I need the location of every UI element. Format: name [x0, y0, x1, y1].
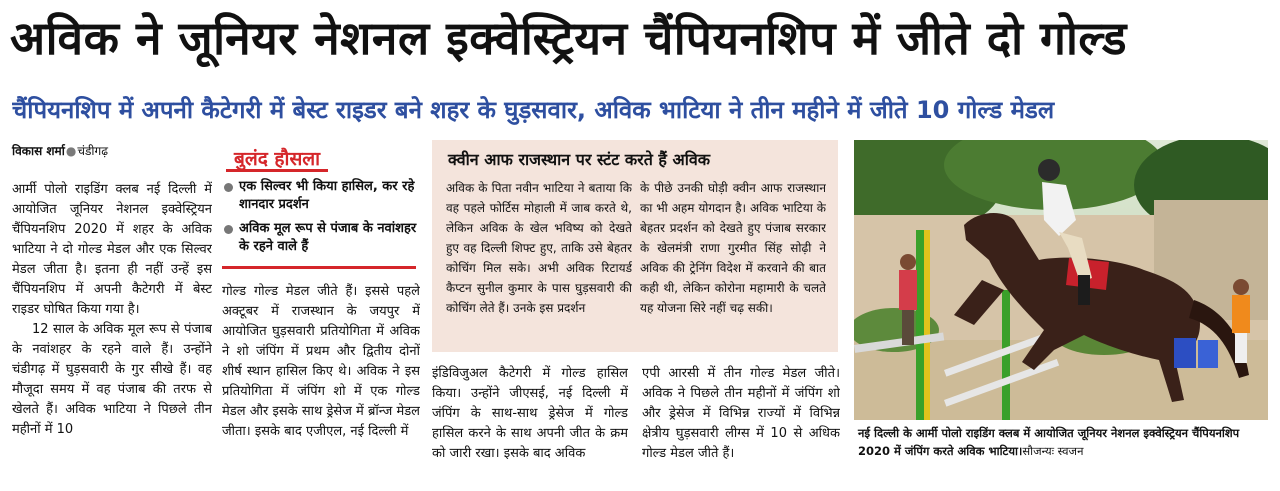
bullet-icon — [224, 225, 233, 234]
highlight-item — [222, 220, 418, 256]
article-column-1 — [12, 180, 212, 476]
highlight-text: एक सिल्वर भी किया हासिल, कर रहे शानदार प्रदर्शन — [239, 179, 415, 212]
article-paragraph: आर्मी पोलो राइडिंग क्लब नई दिल्ली में आयोजित जूनियर नेशनल इक्वेस्ट्रियन चैंपियनशिप 2020 में शहर के अविक भाटिया ने दो गोल्ड मेडल और एक सिल्वर मेडल जीता है। इतना ही नहीं उन्हें इस चैंपियनशिप में अपनी कैटेगरी में बेस्ट राइडर घोषित किया गया है। — [12, 182, 212, 317]
article-paragraph: इंडिविजुअल कैटेगरी में गोल्ड हासिल किया। उन्होंने जीएसई, नई दिल्ली में जंपिंग के साथ-साथ ड्रेसेज में गोल्ड हासिल करने के साथ अपनी जीत के क्रम को जारी रखा। इसके बाद अविक — [432, 366, 628, 461]
sidebar-box-column-left: अविक के पिता नवीन भाटिया ने बताया कि वह पहले फोर्टिस मोहाली में जाब करते थे, लेकिन अविक के खेल भविष्य को देखते हुए वह दिल्ली शिफ्ट हुए, ताकि उसे बेहतर कोचिंग मिल सके। अभी अविक रिटायर्ड कैप्टन सुनील कुमार के पास घुड़सवारी की कोचिंग लेते हैं। उनके इस प्रदर्शन — [446, 181, 632, 315]
sidebar-box-column-right: के पीछे उनकी घोड़ी क्वीन आफ राजस्थान का भी अहम योगदान है। अविक भाटिया के बेहतर प्रदर्शन को देखते हुए पंजाब सरकार के खेलमंत्री राणा गुरमीत सिंह सोढ़ी ने अविक की ट्रेनिंग विदेश में करवाने की बात कही थी, लेकिन कोरोना महामारी के चलते यह योजना सिरे नहीं चढ़ सकी। — [640, 181, 826, 315]
highlight-text: अविक मूल रूप से पंजाब के नवांशहर के रहने वाले हैं — [239, 221, 417, 254]
byline — [12, 142, 108, 160]
divider — [222, 266, 416, 269]
article-paragraph: गोल्ड गोल्ड मेडल जीते हैं। इससे पहले अक्टूबर में राजस्थान के जयपुर में आयोजित घुड़सवारी प्रतियोगिता में अविक ने शो जंपिंग में प्रथम और द्वितीय दोनों शीर्ष स्थान हासिल किए थे। अविक ने इस प्रतियोगिता में जंपिंग शो में एक गोल्ड मेडल और इसके साथ ड्रेसेज में ब्रॉन्ज मेडल जीता। इसके बाद एजीएल, नई दिल्ली में — [222, 284, 420, 439]
byline-city: चंडीगढ़ — [77, 144, 108, 158]
article-paragraph: एपी आरसी में तीन गोल्ड मेडल जीते। अविक ने पिछले तीन महीनों में जंपिंग शो और ड्रेसेज में विभिन्न राज्यों में विभिन्न क्षेत्रीय घुड़सवारी लीग्स में 10 से अधिक गोल्ड मेडल जीते हैं। — [642, 366, 840, 461]
bullet-icon — [224, 183, 233, 192]
photo-credit: सौजन्यः स्वजन — [1022, 444, 1084, 458]
highlight-item — [222, 178, 418, 214]
article-column-2 — [222, 282, 420, 476]
article-paragraph: 12 साल के अविक मूल रूप से पंजाब के नवांशहर के रहने वाले हैं। उन्होंने चंडीगढ़ में घुड़सवारी के गुर सीखे हैं। वह मौजूदा समय में वह पंजाब की तरफ से खेलते हैं। अविक भाटिया ने पिछले तीन महीनों में 10 — [12, 322, 212, 437]
bullet-dot-icon: ● — [65, 144, 77, 158]
article-column-4 — [642, 364, 840, 476]
article-column-3 — [432, 364, 628, 476]
news-photo — [854, 140, 1268, 420]
sidebar-box-title: क्वीन आफ राजस्थान पर स्टंट करते हैं अविक — [448, 150, 711, 169]
horse-jump-photo-illustration — [854, 140, 1268, 420]
highlight-list — [222, 178, 418, 262]
headline: अविक ने जूनियर नेशनल इक्वेस्ट्रियन चैंपियनशिप में जीते दो गोल्ड — [10, 11, 1127, 65]
caption-text: नई दिल्ली के आर्मी पोलो राइडिंग क्लब में आयोजित जूनियर नेशनल इक्वेस्ट्रियन चैंपियनशिप 2020 में जंपिंग करते अविक भाटिया। — [858, 426, 1240, 458]
sidebar-box — [432, 140, 838, 352]
highlight-panel-title: बुलंद हौसला — [226, 146, 328, 172]
photo-caption — [858, 424, 1268, 460]
byline-author: विकास शर्मा — [12, 144, 65, 158]
subheadline: चैंपियनशिप में अपनी कैटेगरी में बेस्ट राइडर बने शहर के घुड़सवार, अविक भाटिया ने तीन महीने में जीते 10 गोल्ड मेडल — [12, 96, 1055, 124]
